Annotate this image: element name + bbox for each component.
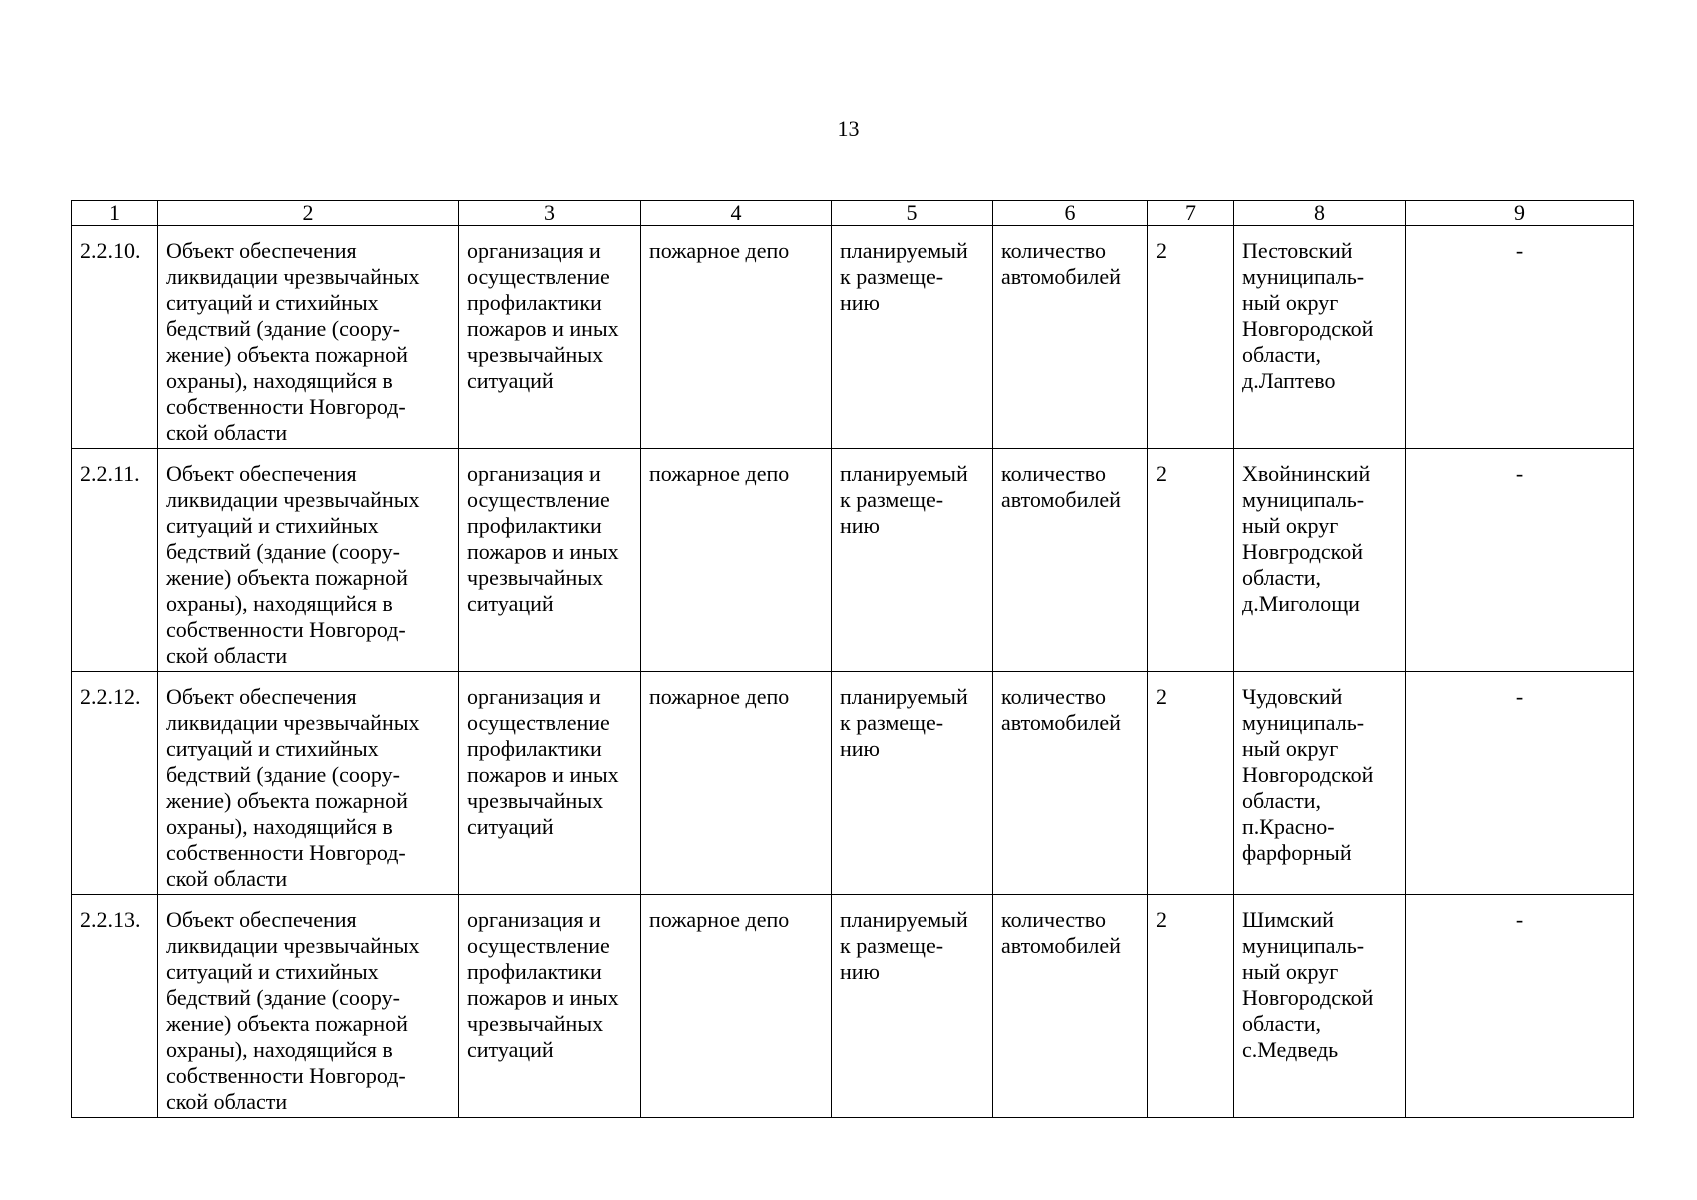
object-name: Объект обеспечения ликвидации чрезвычайных ситуаций и стихийных бедствий (здание (соору- жение) объекта пожарной охраны), находящийся в собственности Новгород- ской области [158,226,459,449]
column-header: 3 [459,201,641,226]
row-id: 2.2.13. [72,895,158,1118]
object-location: Пестовский муниципаль- ный округ Новгородской области, д.Лаптево [1234,226,1406,449]
table-row [72,672,1634,895]
object-status: планируемый к размеще- нию [832,226,993,449]
object-purpose: организация и осуществление профилактики пожаров и иных чрезвычайных ситуаций [459,672,641,895]
object-characteristic: количество автомобилей [993,449,1148,672]
object-status: планируемый к размеще- нию [832,672,993,895]
object-location: Хвойнинский муниципаль- ный округ Новгродской области, д.Миголощи [1234,449,1406,672]
header-row [72,201,1634,226]
column-header: 7 [1148,201,1234,226]
row-id: 2.2.12. [72,672,158,895]
characteristic-value: 2 [1148,226,1234,449]
object-location: Чудовский муниципаль- ный округ Новгородской области, п.Красно- фарфорный [1234,672,1406,895]
object-type: пожарное депо [641,449,832,672]
table-header [72,201,1634,226]
object-name: Объект обеспечения ликвидации чрезвычайных ситуаций и стихийных бедствий (здание (соору- жение) объекта пожарной охраны), находящийся в собственности Новгород- ской области [158,449,459,672]
object-zone: - [1406,895,1634,1118]
object-type: пожарное депо [641,226,832,449]
object-name: Объект обеспечения ликвидации чрезвычайных ситуаций и стихийных бедствий (здание (соору- жение) объекта пожарной охраны), находящийся в собственности Новгород- ской области [158,672,459,895]
table-row [72,895,1634,1118]
object-purpose: организация и осуществление профилактики пожаров и иных чрезвычайных ситуаций [459,226,641,449]
objects-table [71,200,1634,1118]
object-type: пожарное депо [641,895,832,1118]
object-location: Шимский муниципаль- ный округ Новгородской области, с.Медведь [1234,895,1406,1118]
object-characteristic: количество автомобилей [993,895,1148,1118]
row-id: 2.2.10. [72,226,158,449]
characteristic-value: 2 [1148,672,1234,895]
table-body [72,226,1634,1118]
column-header: 8 [1234,201,1406,226]
object-name: Объект обеспечения ликвидации чрезвычайных ситуаций и стихийных бедствий (здание (соору- жение) объекта пожарной охраны), находящийся в собственности Новгород- ской области [158,895,459,1118]
column-header: 9 [1406,201,1634,226]
object-zone: - [1406,449,1634,672]
page-number: 13 [837,116,860,141]
object-purpose: организация и осуществление профилактики пожаров и иных чрезвычайных ситуаций [459,449,641,672]
column-header: 5 [832,201,993,226]
object-type: пожарное депо [641,672,832,895]
object-status: планируемый к размеще- нию [832,895,993,1118]
column-header: 4 [641,201,832,226]
characteristic-value: 2 [1148,895,1234,1118]
column-header: 2 [158,201,459,226]
characteristic-value: 2 [1148,449,1234,672]
object-characteristic: количество автомобилей [993,226,1148,449]
object-zone: - [1406,226,1634,449]
column-header: 6 [993,201,1148,226]
object-characteristic: количество автомобилей [993,672,1148,895]
object-status: планируемый к размеще- нию [832,449,993,672]
column-header: 1 [72,201,158,226]
table-row [72,449,1634,672]
object-zone: - [1406,672,1634,895]
object-purpose: организация и осуществление профилактики пожаров и иных чрезвычайных ситуаций [459,895,641,1118]
table-row [72,226,1634,449]
row-id: 2.2.11. [72,449,158,672]
